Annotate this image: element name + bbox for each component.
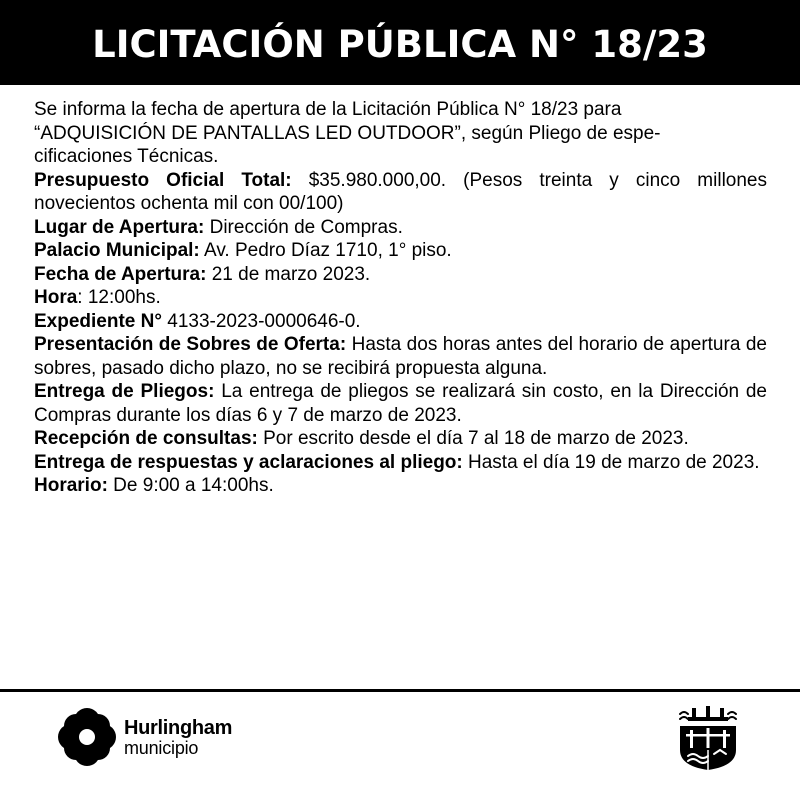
budget-row	[34, 169, 767, 216]
budget-value: $35.980.000,00. (Pesos treinta y cinco millones novecientos ochenta mil con 00/100)	[34, 169, 767, 214]
hours-value: De 9:00 a 14:00hs.	[107, 475, 274, 496]
file-number-row	[34, 310, 767, 334]
hours-label: Horario:	[34, 475, 108, 496]
inquiries-value: Por escrito desde el día 7 al 18 de marzo de 2023.	[257, 428, 689, 449]
title-banner	[0, 0, 800, 85]
submission-label: Presentación de Sobres de Oferta:	[34, 334, 347, 355]
hurlingham-brand	[56, 704, 232, 770]
time-label: Hora	[34, 287, 78, 308]
opening-place-value: Dirección de Compras.	[204, 216, 403, 238]
answers-label: Entrega de respuestas y aclaraciones al pliego:	[34, 451, 463, 473]
intro-line: cificaciones Técnicas.	[34, 146, 219, 167]
footer-divider	[0, 689, 800, 692]
time-value: : 12:00hs.	[77, 287, 161, 308]
time-row	[34, 286, 767, 310]
budget-label: Presupuesto Oficial Total:	[34, 169, 292, 191]
intro-line: Se informa la fecha de apertura de la Licitación Pública N° 18/23 para	[34, 99, 622, 120]
file-number-value: 4133-2023-0000646-0.	[161, 310, 361, 332]
specs-delivery-label: Entrega de Pliegos:	[34, 381, 215, 402]
inquiries-label: Recepción de consultas:	[34, 428, 258, 449]
notice-body	[34, 98, 767, 498]
brand-name: Hurlingham	[124, 716, 233, 739]
specs-delivery-row	[34, 380, 767, 427]
page-title: LICITACIÓN PÚBLICA N° 18/23	[92, 23, 708, 66]
opening-date-value: 21 de marzo 2023.	[206, 263, 371, 285]
palace-row	[34, 239, 767, 263]
specs-delivery-value: La entrega de pliegos se realizará sin costo, en la Dirección de Compras durante los días 6 y 7 de marzo de 2023.	[34, 381, 768, 426]
submission-value: Hasta dos horas antes del horario de apertura de sobres, pasado dicho plazo, no se recibirá propuesta alguna.	[34, 334, 767, 379]
hours-row	[34, 474, 767, 498]
brand-subtitle: municipio	[124, 737, 199, 758]
file-number-label: Expediente N°	[34, 310, 162, 332]
palace-value: Av. Pedro Díaz 1710, 1° piso.	[199, 240, 452, 261]
flower-logo-icon	[56, 706, 118, 768]
answers-value: Hasta el día 19 de marzo de 2023.	[462, 451, 760, 473]
opening-date-label: Fecha de Apertura:	[34, 263, 207, 285]
palace-label: Palacio Municipal:	[34, 240, 200, 261]
answers-row	[34, 451, 767, 475]
intro-line: “ADQUISICIÓN DE PANTALLAS LED OUTDOOR”, según Pliego de espe-	[34, 122, 661, 144]
opening-date-row	[34, 263, 767, 287]
submission-row	[34, 333, 767, 380]
inquiries-row	[34, 427, 767, 451]
municipal-seal-icon	[676, 704, 740, 772]
opening-place-label: Lugar de Apertura:	[34, 216, 205, 238]
opening-place-row	[34, 216, 767, 240]
